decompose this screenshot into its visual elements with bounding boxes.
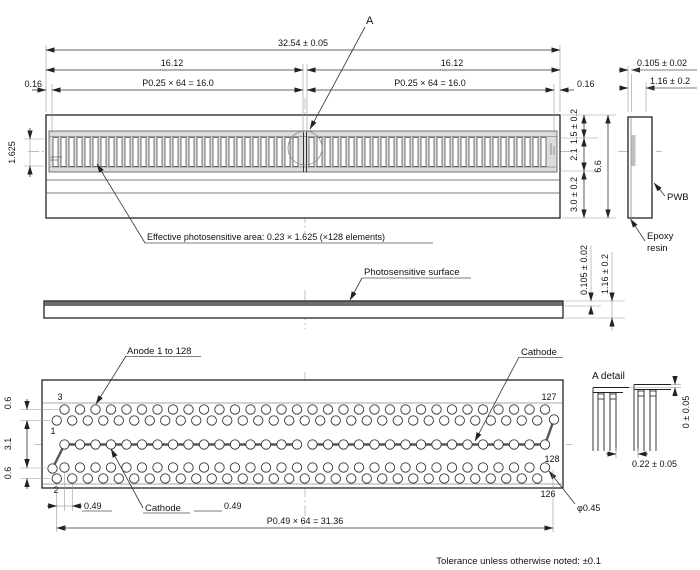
epoxy-leader [631,219,646,241]
dim-overall-width: 32.54 ± 0.05 [278,38,328,48]
photosensitive-surface-label: Photosensitive surface [364,267,460,278]
top-view [7,15,616,243]
bottom-view [3,346,600,532]
tolerance-note: Tolerance unless otherwise noted: ±0.1 [436,556,601,567]
epoxy-label-1: Epoxy [647,231,674,242]
dim-total-thickness-side: 1.16 ± 0.2 [650,76,690,86]
dim-hole-dia: φ0.45 [577,503,601,513]
dim-row-offset-top: 0.6 [3,396,13,410]
front-extension-lines [565,301,625,318]
dim-half-right: 16.12 [440,58,464,68]
epoxy-label-2: resin [647,243,668,254]
dim-half-left: 16.12 [160,58,184,68]
pin-126: 126 [540,489,556,499]
pin-127: 127 [541,392,557,402]
cathode-label-top: Cathode [521,347,557,358]
detail-a-label: A [366,15,374,27]
cathode-label-bottom: Cathode [145,503,181,514]
anode-label: Anode 1 to 128 [127,346,192,357]
photosensitive-layer [45,302,563,307]
side-chip [632,135,636,166]
dim-margin-right: 0.16 [577,79,595,89]
a-detail-view [592,371,691,469]
dim-height-offset: 0 ± 0.05 [681,395,691,429]
dim-row-span: 3.1 [3,437,13,451]
pwb-label: PWB [667,192,689,203]
pin-2: 2 [53,485,59,495]
side-extension-lines [628,66,646,112]
pin-3: 3 [57,392,63,402]
a-detail-geometry [593,385,671,452]
dim-total-height: 6.6 [593,160,603,173]
dim-element-gap: 0.22 ± 0.05 [632,459,677,469]
note-effective-area: Effective photosensitive area: 0.23 × 1.625 (×128 elements) [147,232,385,242]
dim-hole-offset-1: 0.49 [84,501,102,511]
pwb-leader [654,183,665,196]
pin-1: 1 [50,426,56,436]
side-view [618,58,697,254]
dim-row-offset-bottom: 0.6 [3,466,13,480]
dim-coating-thickness: 0.105 ± 0.02 [637,58,687,68]
dim-pitch-right: P0.25 × 64 = 16.0 [394,78,466,88]
dim-hole-pitch-total: P0.49 × 64 = 31.36 [266,516,344,526]
dim-chip-band: 2.1 [569,148,579,161]
dim-surface-thickness: 0.105 ± 0.02 [579,245,589,295]
pin-128: 128 [544,454,560,464]
dim-hole-offset-2: 0.49 [224,501,242,511]
dim-pitch-left: P0.25 × 64 = 16.0 [142,78,214,88]
dim-top-band: 1.5 ± 0.2 [569,109,579,144]
a-detail-title: A detail [592,371,625,382]
side-outline [628,117,652,218]
front-view [44,245,625,331]
dim-bottom-band: 3.0 ± 0.2 [569,177,579,212]
surface-leader [350,278,362,300]
dim-total-thickness-front: 1.16 ± 0.2 [600,254,610,294]
dim-active-height: 1.625 [7,141,17,164]
dim-margin-left: 0.16 [24,79,42,89]
